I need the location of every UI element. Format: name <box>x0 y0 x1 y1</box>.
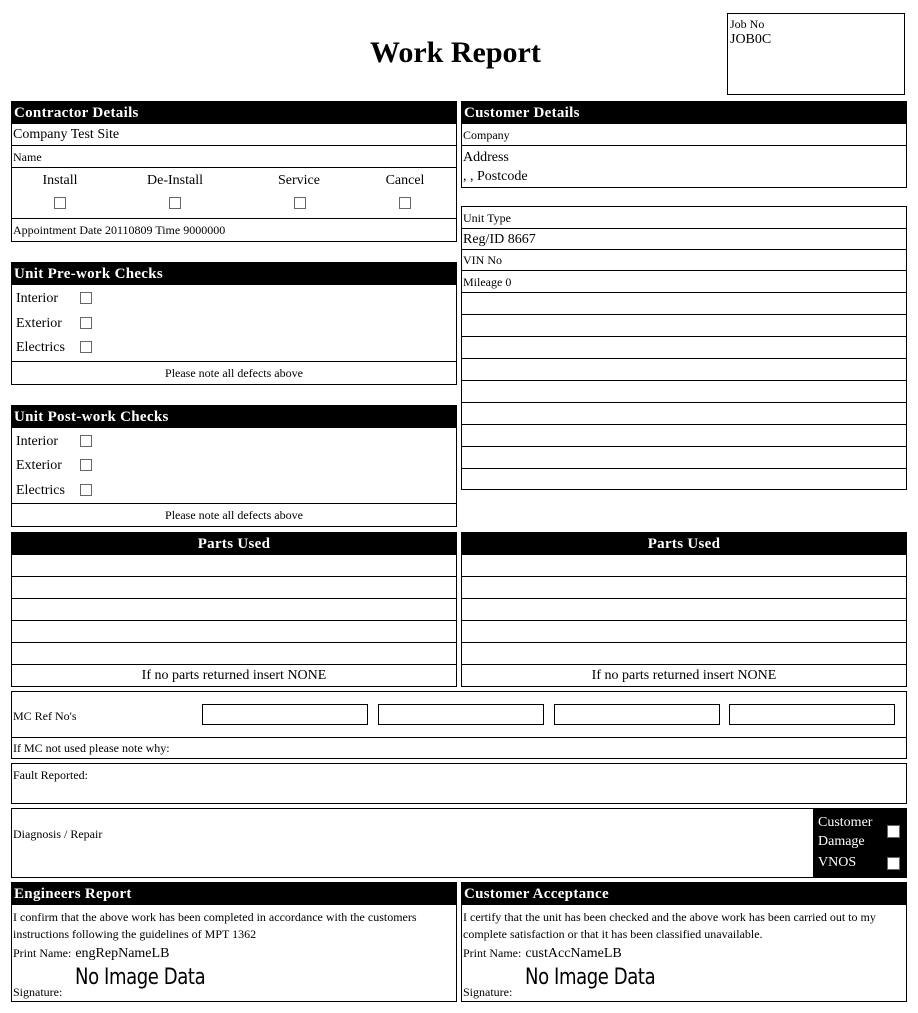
customer-print-name-row <box>463 944 622 962</box>
parts-row[interactable] <box>12 577 456 599</box>
parts-right-footer: If no parts returned insert NONE <box>591 668 777 683</box>
engineer-signature-label: Signature: <box>13 985 63 999</box>
unit-blank-row <box>462 359 906 381</box>
pre-work-note: Please note all defects above <box>165 366 303 380</box>
deinstall-checkbox[interactable] <box>169 197 181 209</box>
service-label: Service <box>278 173 320 188</box>
fault-reported-section[interactable] <box>11 763 907 804</box>
parts-row[interactable] <box>462 599 906 621</box>
mc-ref-section <box>11 691 907 759</box>
engineers-report-section <box>11 882 457 1002</box>
diagnosis-section <box>11 808 907 878</box>
parts-row[interactable] <box>12 643 456 665</box>
pre-work-checks-header: Unit Pre-work Checks <box>12 263 456 285</box>
post-work-checklist <box>12 428 456 504</box>
customer-address: Address <box>463 150 509 165</box>
mc-ref-row <box>12 692 906 738</box>
customer-damage-checkbox[interactable] <box>887 825 900 838</box>
appointment-row: Appointment Date 20110809 Time 9000000 <box>13 223 226 237</box>
customer-postcode: , , Postcode <box>463 169 528 184</box>
job-number-box <box>727 13 905 95</box>
pre-work-checks-section <box>11 262 457 385</box>
parts-row[interactable] <box>12 555 456 577</box>
pre-electrics-checkbox[interactable] <box>80 341 92 353</box>
unit-details-section <box>461 206 907 490</box>
customer-damage-label: Customer Damage <box>818 815 873 849</box>
unit-blank-row <box>462 425 906 447</box>
deinstall-label: De-Install <box>147 173 203 188</box>
customer-print-name-value: custAccNameLB <box>525 946 622 961</box>
page-title: Work Report <box>370 36 541 69</box>
unit-blank-row <box>462 447 906 469</box>
post-work-checks-section <box>11 405 457 527</box>
customer-print-name-label: Print Name: <box>463 946 522 960</box>
cancel-label: Cancel <box>385 173 425 188</box>
engineers-report-header: Engineers Report <box>12 883 456 905</box>
post-interior-label: Interior <box>16 434 58 449</box>
customer-signature-image <box>525 965 684 990</box>
unit-blank-row <box>462 381 906 403</box>
unit-blank-row <box>462 403 906 425</box>
post-exterior-label: Exterior <box>16 458 62 473</box>
engineer-print-name-row <box>13 944 169 962</box>
unit-type: Unit Type <box>462 207 906 229</box>
contractor-name: Name <box>12 146 456 168</box>
parts-left-footer: If no parts returned insert NONE <box>141 668 327 683</box>
parts-row[interactable] <box>12 599 456 621</box>
customer-signature-placeholder: No Image Data <box>525 965 656 990</box>
customer-company: Company <box>462 124 906 146</box>
unit-blank-row <box>462 293 906 315</box>
customer-details-header: Customer Details <box>462 102 906 124</box>
cancel-checkbox[interactable] <box>399 197 411 209</box>
engineers-report-text: I confirm that the above work has been completed in accordance with the customers instructions following the guidelines of MPT 1362 <box>13 910 417 941</box>
parts-row[interactable] <box>12 621 456 643</box>
mc-ref-field-3[interactable] <box>554 704 720 725</box>
post-interior-checkbox[interactable] <box>80 435 92 447</box>
engineer-signature-image <box>75 965 234 990</box>
pre-interior-checkbox[interactable] <box>80 292 92 304</box>
engineer-print-name-label: Print Name: <box>13 946 72 960</box>
parts-row[interactable] <box>462 621 906 643</box>
customer-details-section <box>461 101 907 188</box>
parts-row[interactable] <box>462 555 906 577</box>
damage-panel <box>813 809 906 877</box>
engineer-signature-placeholder: No Image Data <box>75 965 206 990</box>
pre-work-checklist <box>12 285 456 362</box>
parts-row[interactable] <box>462 577 906 599</box>
parts-row[interactable] <box>462 643 906 665</box>
job-number-value: JOB0C <box>730 32 772 47</box>
vnos-label: VNOS <box>818 855 857 870</box>
service-checkbox[interactable] <box>294 197 306 209</box>
install-label: Install <box>42 173 78 188</box>
job-type-row <box>12 168 456 219</box>
mc-ref-field-1[interactable] <box>202 704 368 725</box>
parts-used-right-header: Parts Used <box>462 533 906 555</box>
diagnosis-label: Diagnosis / Repair <box>13 827 103 841</box>
mc-ref-field-4[interactable] <box>729 704 895 725</box>
customer-signature-label: Signature: <box>463 985 513 999</box>
vnos-checkbox[interactable] <box>887 857 900 870</box>
unit-reg-id: Reg/ID 8667 <box>462 229 906 250</box>
contractor-company: Company Test Site <box>12 124 456 146</box>
contractor-details-header: Contractor Details <box>12 102 456 124</box>
pre-exterior-checkbox[interactable] <box>80 317 92 329</box>
pre-electrics-label: Electrics <box>16 340 65 355</box>
engineer-print-name-value: engRepNameLB <box>75 946 170 961</box>
customer-acceptance-section <box>461 882 907 1002</box>
fault-reported-label: Fault Reported: <box>13 768 88 782</box>
mc-ref-label: MC Ref No's <box>13 709 77 723</box>
customer-address-block <box>462 146 906 187</box>
unit-blank-row <box>462 337 906 359</box>
pre-interior-label: Interior <box>16 291 58 306</box>
parts-used-left-header: Parts Used <box>12 533 456 555</box>
post-work-checks-header: Unit Post-work Checks <box>12 406 456 428</box>
parts-used-left-section <box>11 532 457 687</box>
post-electrics-label: Electrics <box>16 483 65 498</box>
unit-mileage: Mileage 0 <box>462 271 906 293</box>
unit-blank-row <box>462 315 906 337</box>
unit-vin: VIN No <box>462 250 906 271</box>
job-number-label: Job No <box>730 17 765 31</box>
parts-used-right-section <box>461 532 907 687</box>
unit-blank-row <box>462 469 906 489</box>
customer-acceptance-header: Customer Acceptance <box>462 883 906 905</box>
mc-not-used-note: If MC not used please note why: <box>13 741 170 755</box>
post-electrics-checkbox[interactable] <box>80 484 92 496</box>
pre-exterior-label: Exterior <box>16 316 62 331</box>
mc-ref-field-2[interactable] <box>378 704 544 725</box>
customer-acceptance-text: I certify that the unit has been checked and the above work has been carried out to my complete satisfaction or that it has been classified unavailable. <box>463 910 876 941</box>
install-checkbox[interactable] <box>54 197 66 209</box>
post-work-note: Please note all defects above <box>165 508 303 522</box>
contractor-details-section <box>11 101 457 242</box>
post-exterior-checkbox[interactable] <box>80 459 92 471</box>
